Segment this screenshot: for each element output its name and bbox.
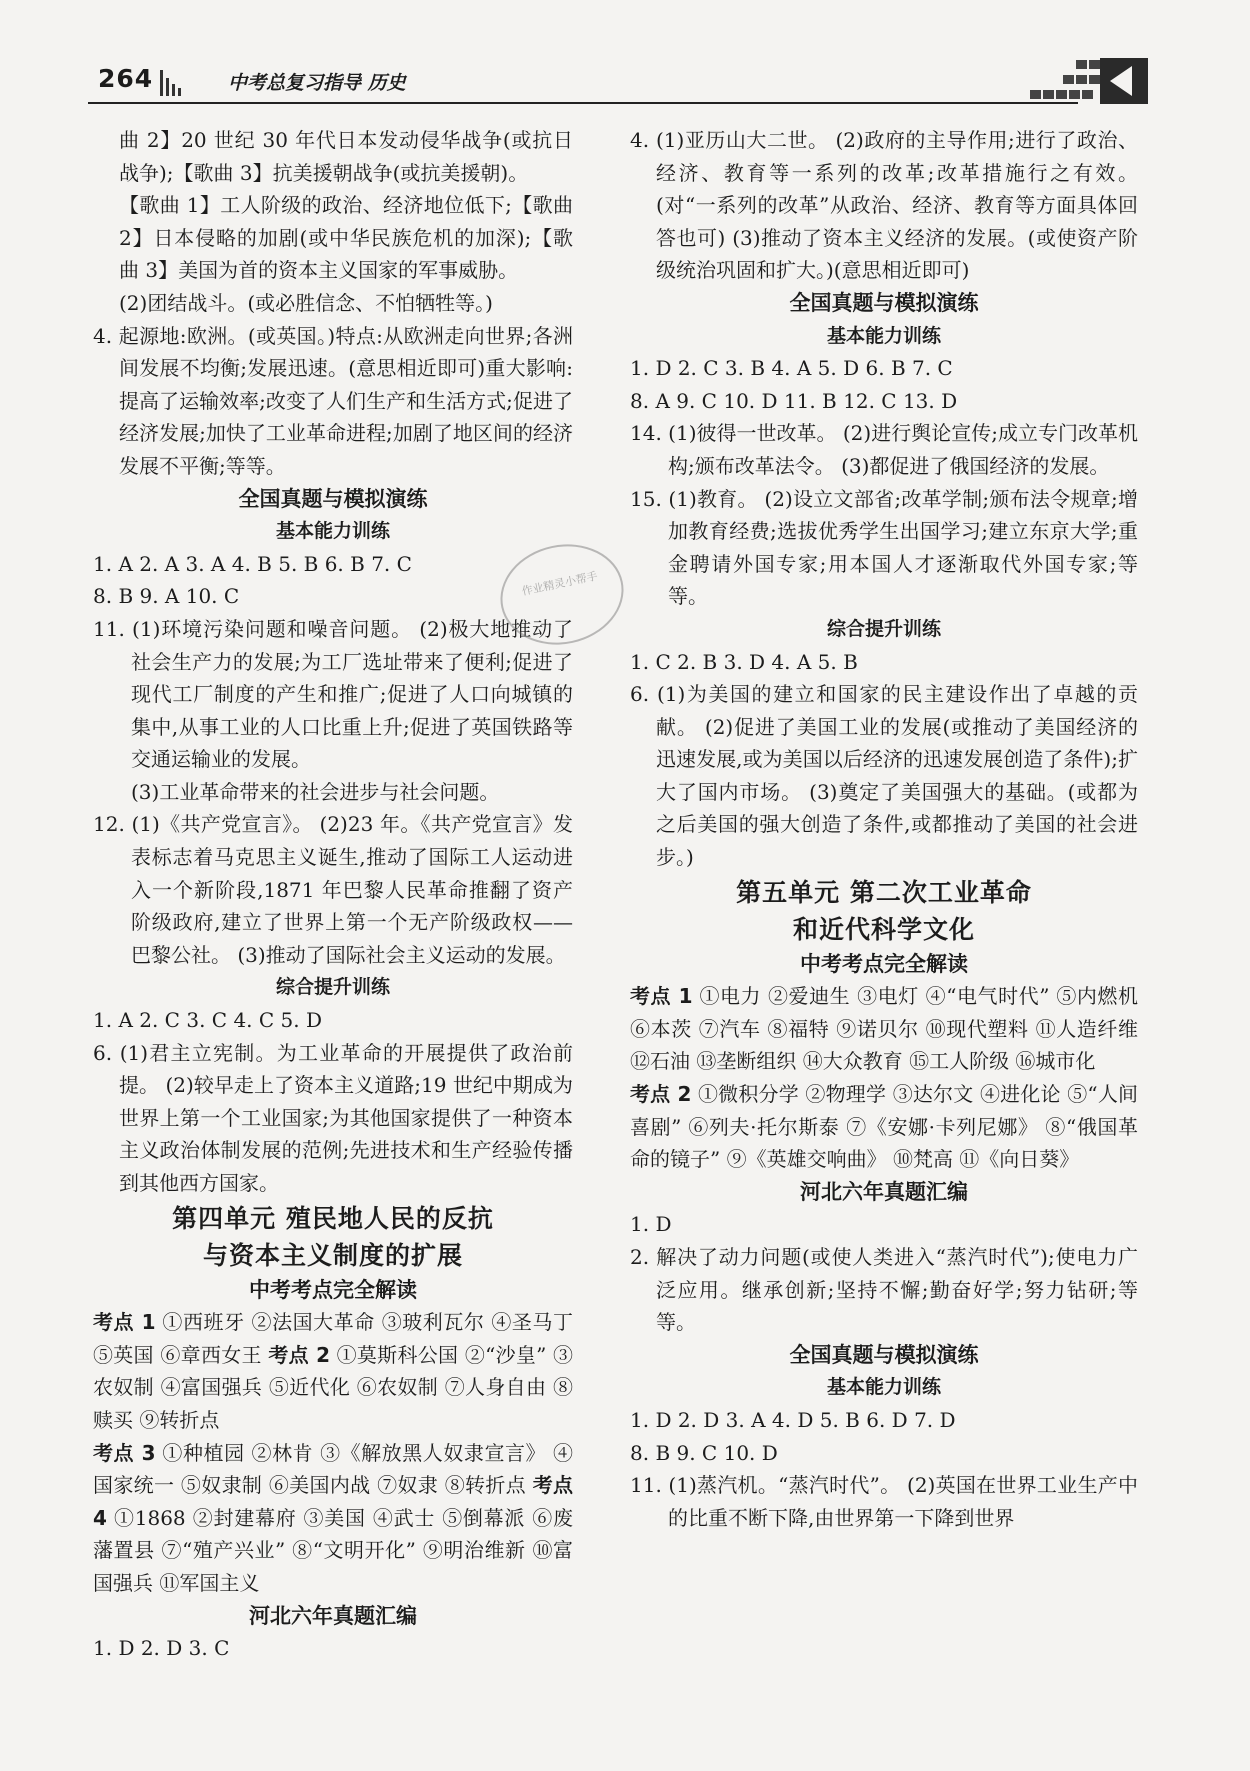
- key-point-label: 考点 2: [630, 1082, 692, 1107]
- key-point-label: 考点 3: [93, 1440, 156, 1465]
- watermark-stamp: 作业精灵小帮手: [491, 533, 633, 656]
- bars-ornament-icon: [160, 70, 190, 96]
- header-rule: [88, 102, 1078, 104]
- answer-paragraph: [93, 1306, 573, 1436]
- answer-paragraph: 6. (1)君主立宪制。为工业革命的开展提供了政治前提。 (2)较早走上了资本主义道路;19 世纪中期成为世界上第一个工业国家;为其他国家提供了一种资本主义政治体制发展的范例;先进技术和生产经验传播到其他西方国家。: [93, 1040, 573, 1195]
- key-point-label: 考点 1: [630, 984, 693, 1009]
- section-heading: 全国真题与模拟演练: [238, 486, 428, 511]
- section-heading: 河北六年真题汇编: [800, 1179, 968, 1204]
- unit-heading: 和近代科学文化: [792, 914, 975, 944]
- answer-paragraph: 4. (1)亚历山大二世。 (2)政府的主导作用;进行了政治、经济、教育等一系列的改革;改革措施行之有效。(对“一系列的改革”从政治、经济、教育等方面具体回答也可) (3)推动了资本主义经济的发展。(或使资产阶级统治巩固和扩大。)(意思相近即可): [630, 128, 1138, 283]
- answer-paragraph: 4. 起源地:欧洲。(或英国。)特点:从欧洲走向世界;各洲间发展不均衡;发展迅速。(意思相近即可)重大影响:提高了运输效率;改变了人们生产和生活方式;促进了经济发展;加快了工业革命进程;加剧了地区间的经济发展不平衡;等等。: [93, 323, 573, 478]
- answer-paragraph: [630, 1078, 1138, 1176]
- answer-paragraph: (3)工业革命带来的社会进步与社会问题。: [131, 779, 500, 804]
- left-column: [93, 124, 573, 1665]
- unit-heading: 第五单元 第二次工业革命: [736, 877, 1032, 907]
- key-point-label: 考点 4: [93, 1473, 574, 1530]
- answer-paragraph: 8. B 9. C 10. D: [630, 1440, 778, 1465]
- section-heading: 基本能力训练: [826, 324, 941, 347]
- answer-paragraph: 2. 解决了动力问题(或使人类进入“蒸汽时代”);使电力广泛应用。继承创新;坚持不懈;勤奋好学;努力钻研;等等。: [630, 1245, 1138, 1335]
- answer-paragraph: 8. B 9. A 10. C: [93, 584, 240, 609]
- key-point-text: ①电力 ②爱迪生 ③电灯 ④“电气时代” ⑤内燃机 ⑥本茨 ⑦汽车 ⑧福特 ⑨诺贝尔 ⑩现代塑料 ⑪人造纤维 ⑫石油 ⑬垄断组织 ⑭大众教育 ⑮工人阶级 ⑯城市化: [630, 984, 1138, 1074]
- answer-paragraph: 1. D 2. C 3. B 4. A 5. D 6. B 7. C: [630, 356, 953, 381]
- key-point-text: ①种植园 ②林肯 ③《解放黑人奴隶宣言》 ④国家统一 ⑤奴隶制 ⑥美国内战 ⑦奴隶 ⑧转折点: [93, 1440, 573, 1498]
- answer-paragraph: 12. (1)《共产党宣言》。 (2)23 年。《共产党宣言》发表标志着马克思主义诞生,推动了国际工人运动进入一个新阶段,1871 年巴黎人民革命推翻了资产阶级政府,建立了世界上第一个无产阶级政权——巴黎公社。 (3)推动了国际社会主义运动的发展。: [93, 812, 573, 967]
- section-heading: 全国真题与模拟演练: [789, 1342, 979, 1367]
- key-point-text: ①西班牙 ②法国大革命 ③玻利瓦尔 ④圣马丁 ⑤英国 ⑥章西女王: [93, 1310, 573, 1367]
- key-point-text: ①1868 ②封建幕府 ③美国 ④武士 ⑤倒幕派 ⑥废藩置县 ⑦“殖产兴业” ⑧“文明开化” ⑨明治维新 ⑩富国强兵 ⑪军国主义: [93, 1505, 573, 1595]
- section-heading: 河北六年真题汇编: [249, 1603, 417, 1628]
- answer-paragraph: 1. D 2. D 3. C: [93, 1636, 230, 1661]
- answer-paragraph: 6. (1)为美国的建立和国家的民主建设作出了卓越的贡献。 (2)促进了美国工业的发展(或推动了美国经济的迅速发展,或为美国以后经济的迅速发展创造了条件);扩大了国内市场。 (3)奠定了美国强大的基础。(或都为之后美国的强大创造了条件,或都推动了美国的社会进步。): [630, 682, 1138, 870]
- key-point-label: 考点 2: [268, 1342, 331, 1367]
- section-heading: 中考考点完全解读: [249, 1277, 417, 1302]
- answer-paragraph: 1. A 2. A 3. A 4. B 5. B 6. B 7. C: [93, 551, 412, 576]
- book-title: 中考总复习指导 历史: [228, 72, 406, 94]
- answer-paragraph: (2)团结战斗。(或必胜信念、不怕牺牲等。): [119, 290, 493, 315]
- section-heading: 全国真题与模拟演练: [789, 290, 979, 315]
- answer-paragraph: 1. A 2. C 3. C 4. C 5. D: [93, 1008, 323, 1033]
- unit-heading: 与资本主义制度的扩展: [202, 1240, 463, 1270]
- answer-paragraph: 曲 2】20 世纪 30 年代日本发动侵华战争(或抗日战争);【歌曲 3】抗美援朝战争(或抗美援朝)。: [119, 128, 573, 185]
- answer-paragraph: 1. D 2. D 3. A 4. D 5. B 6. D 7. D: [630, 1407, 956, 1432]
- right-column: [630, 124, 1138, 1534]
- arrow-tab-icon: [1100, 58, 1148, 104]
- answer-paragraph: [630, 980, 1138, 1078]
- key-point-label: 考点 1: [93, 1310, 156, 1335]
- section-heading: 综合提升训练: [826, 617, 941, 640]
- answer-paragraph: 11. (1)蒸汽机。“蒸汽时代”。 (2)英国在世界工业生产中的比重不断下降,由世界第一下降到世界: [630, 1473, 1138, 1530]
- section-heading: 基本能力训练: [826, 1376, 941, 1399]
- answer-paragraph: 1. D: [630, 1212, 672, 1237]
- section-heading: 基本能力训练: [275, 520, 390, 543]
- page-number: 264: [98, 64, 154, 93]
- answer-paragraph: [93, 1437, 573, 1600]
- page-header: [88, 58, 1148, 106]
- grid-ornament-icon: [1030, 60, 1100, 100]
- answer-paragraph: 【歌曲 1】工人阶级的政治、经济地位低下;【歌曲 2】日本侵略的加剧(或中华民族危机的加深);【歌曲 3】美国为首的资本主义国家的军事威胁。: [119, 193, 573, 283]
- key-point-text: ①微积分学 ②物理学 ③达尔文 ④进化论 ⑤“人间喜剧” ⑥列夫·托尔斯泰 ⑦《安娜·卡列尼娜》 ⑧“俄国革命的镜子” ⑨《英雄交响曲》 ⑩梵高 ⑪《向日葵》: [630, 1082, 1138, 1172]
- answer-paragraph: 1. C 2. B 3. D 4. A 5. B: [630, 649, 858, 674]
- section-heading: 中考考点完全解读: [800, 951, 968, 976]
- section-heading: 综合提升训练: [275, 976, 390, 999]
- answer-paragraph: 15. (1)教育。 (2)设立文部省;改革学制;颁布法令规章;增加教育经费;选拔优秀学生出国学习;建立东京大学;重金聘请外国专家;用本国人才逐渐取代外国专家;等等。: [630, 486, 1138, 609]
- key-point-text: ①莫斯科公国 ②“沙皇” ③农奴制 ④富国强兵 ⑤近代化 ⑥农奴制 ⑦人身自由 ⑧赎买 ⑨转折点: [93, 1342, 573, 1432]
- answer-paragraph: 11. (1)环境污染问题和噪音问题。 (2)极大地推动了社会生产力的发展;为工厂选址带来了便利;促进了现代工厂制度的产生和推广;促进了人口向城镇的集中,从事工业的人口比重上升;促进了英国铁路等交通运输业的发展。: [93, 616, 573, 772]
- answer-paragraph: 8. A 9. C 10. D 11. B 12. C 13. D: [630, 388, 958, 413]
- unit-heading: 第四单元 殖民地人民的反抗: [172, 1203, 494, 1233]
- answer-paragraph: 14. (1)彼得一世改革。 (2)进行舆论宣传;成立专门改革机构;颁布改革法令。 (3)都促进了俄国经济的发展。: [630, 421, 1138, 478]
